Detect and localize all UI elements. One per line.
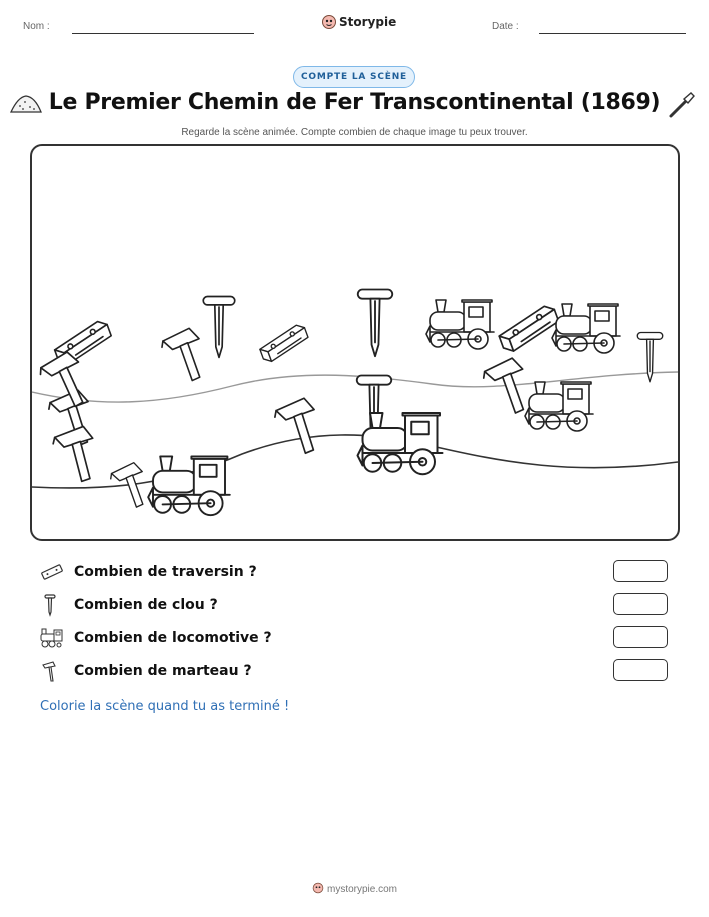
question-text: Combien de marteau ?: [74, 663, 252, 679]
hammer-icon: [160, 327, 206, 385]
locomotive-icon: [148, 456, 230, 515]
activity-badge: COMPTE LA SCÈNE: [293, 66, 415, 88]
chisel-icon: [667, 90, 697, 120]
answer-box-nail[interactable]: [613, 593, 668, 615]
brand-name: Storypie: [339, 15, 397, 29]
hammer-icon: [273, 397, 320, 457]
storypie-mascot-icon: [321, 14, 337, 30]
locomotive-icon: [552, 304, 620, 353]
storypie-mascot-icon: [312, 882, 324, 894]
question-row-hammer: [40, 659, 680, 685]
question-row-tie: [40, 560, 680, 586]
date-label: Date :: [492, 21, 519, 32]
locomotive-icon: [426, 300, 494, 349]
coloring-instruction: Colorie la scène quand tu as terminé !: [40, 699, 290, 714]
answer-box-tie[interactable]: [613, 560, 668, 582]
counting-scene: [30, 144, 680, 541]
question-text: Combien de traversin ?: [74, 564, 257, 580]
locomotive-icon: [40, 626, 64, 650]
question-row-locomotive: [40, 626, 680, 652]
hammer-icon: [52, 426, 97, 484]
footer: [0, 882, 709, 895]
question-row-nail: [40, 593, 680, 619]
name-line[interactable]: [72, 33, 254, 34]
question-text: Combien de locomotive ?: [74, 630, 272, 646]
tie-icon: [40, 560, 64, 584]
hammer-icon: [40, 659, 64, 683]
page-title: Le Premier Chemin de Fer Transcontinental (1869): [48, 90, 661, 115]
name-label: Nom :: [23, 21, 50, 32]
nail-icon: [637, 333, 663, 382]
question-text: Combien de clou ?: [74, 597, 218, 613]
answer-box-locomotive[interactable]: [613, 626, 668, 648]
nail-icon: [203, 297, 235, 358]
date-line[interactable]: [539, 33, 686, 34]
footer-url: mystorypie.com: [326, 884, 397, 895]
page-subtitle: Regarde la scène animée. Compte combien de chaque image tu peux trouver.: [181, 127, 528, 138]
locomotive-icon: [525, 382, 593, 431]
nail-icon: [40, 593, 64, 617]
tie-icon: [256, 323, 311, 364]
nail-icon: [358, 290, 393, 357]
answer-box-hammer[interactable]: [613, 659, 668, 681]
tie-icon: [495, 303, 563, 353]
brand-logo: [321, 13, 397, 31]
